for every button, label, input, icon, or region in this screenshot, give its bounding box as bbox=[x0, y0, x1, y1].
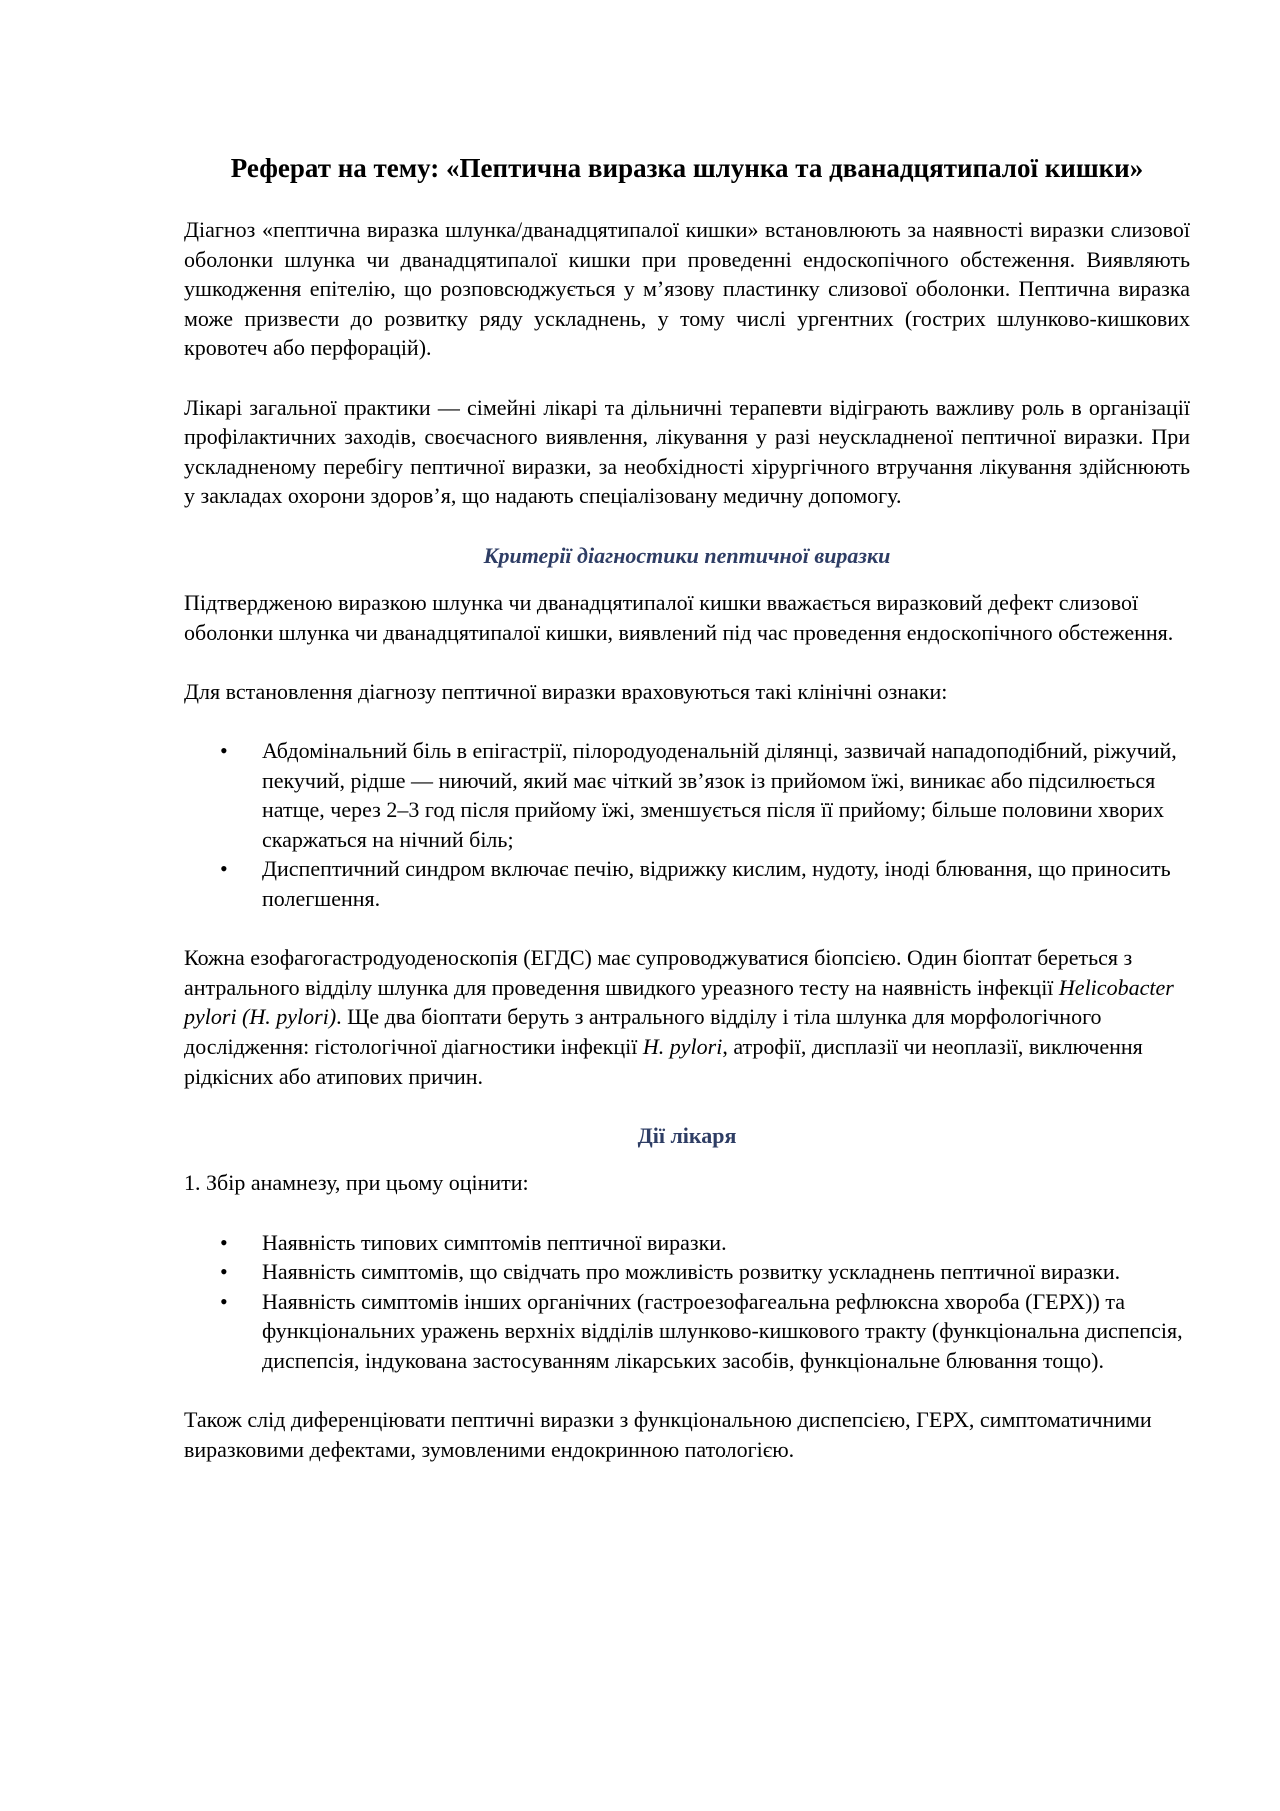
bullet-icon: • bbox=[220, 738, 228, 764]
biopsy-text-part-1: Кожна езофагогастродуоденоскопія (ЕГДС) має супроводжуватися біопсією. Один біоптат береться з антрального відділу шлунка для проведення швидкого уреазного тесту на наявність інфекції bbox=[184, 945, 1133, 1000]
bullet-icon: • bbox=[220, 1288, 228, 1314]
biopsy-italic-pathogen-name: Helicobacter pylori (H. pylori) bbox=[184, 974, 1174, 1030]
paragraph-diagnosis: Діагноз «пептична виразка шлунка/дванадцятипалої кишки» встановлюють за наявності виразки слизової оболонки шлунка чи дванадцятипалої кишки при проведенні ендоскопічного обстеження. Виявляють ушкодження епітелію, що розповсюджується у м’язову пластинку слизової оболонки. Пептична виразка може призвести до розвитку ряду ускладнень, у тому числі ургентних (гострих шлунково-кишкових кровотеч або перфорацій). bbox=[184, 217, 1190, 361]
paragraph-confirmed-ulcer: Підтвердженою виразкою шлунка чи дванадцятипалої кишки вважається виразковий дефект слизової оболонки шлунка чи дванадцятипалої кишки, виявлений під час проведення ендоскопічного обстеження. bbox=[184, 590, 1174, 645]
list-item bbox=[184, 1257, 1190, 1287]
section-heading-actions: Дії лікаря bbox=[637, 1122, 737, 1148]
biopsy-text-part-2: . Ще два біоптати беруть з антрального відділу і тіла шлунка для морфологічного дослідження: гістологічної діагностики інфекції bbox=[184, 1004, 1102, 1060]
document-page bbox=[184, 150, 1190, 1494]
bullet-icon: • bbox=[220, 1229, 228, 1255]
list-item bbox=[184, 854, 1190, 913]
biopsy-text-part-3: , атрофії, дисплазії чи неоплазії, виключення рідкісних або атипових причин. bbox=[184, 1034, 1143, 1089]
paragraph-biopsy bbox=[184, 943, 1190, 1091]
list-item-text: Абдомінальний біль в епігастрії, пілородуоденальній ділянці, зазвичай нападоподібний, ріжучий, пекучий, рідше — ниючий, який має чіткий зв’язок із прийомом їжі, виникає або підсилюється натще, через 2–3 год після прийому їжі, зменшується після її прийому; більше половини хворих скаржаться на нічний біль; bbox=[262, 738, 1177, 852]
bullet-icon: • bbox=[220, 1259, 228, 1285]
document-title: Реферат на тему: «Пептична виразка шлунка та дванадцятипалої кишки» bbox=[230, 153, 1144, 183]
paragraph-clinical-signs-intro: Для встановлення діагнозу пептичної виразки враховуються такі клінічні ознаки: bbox=[184, 678, 948, 704]
list-item bbox=[184, 1287, 1190, 1376]
section-heading-criteria: Критерії діагностики пептичної виразки bbox=[483, 542, 891, 568]
clinical-signs-list bbox=[184, 736, 1190, 914]
biopsy-italic-pathogen-short: H. pylori bbox=[642, 1034, 723, 1060]
list-item bbox=[184, 1228, 1190, 1258]
list-item-text: Наявність симптомів інших органічних (гастроезофагеальна рефлюксна хвороба (ГЕРХ)) та функціональних уражень верхніх відділів шлунково-кишкового тракту (функціональна диспепсія, диспепсія, індукована застосуванням лікарських засобів, функціональне блювання тощо). bbox=[262, 1288, 1183, 1373]
list-item bbox=[184, 736, 1190, 854]
paragraph-general-practitioners: Лікарі загальної практики — сімейні лікарі та дільничні терапевти відіграють важливу роль в організації профілактичних заходів, своєчасного виявлення, лікування у разі неускладненої пептичної виразки. При ускладненому перебігу пептичної виразки, за необхідності хірургічного втручання лікування здійснюють у закладах охорони здоров’я, що надають спеціалізовану медичну допомогу. bbox=[184, 394, 1190, 509]
paragraph-anamnesis-intro: 1. Збір анамнезу, при цьому оцінити: bbox=[184, 1170, 529, 1196]
bullet-icon: • bbox=[220, 856, 228, 882]
list-item-text: Диспептичний синдром включає печію, відрижку кислим, нудоту, іноді блювання, що приносить полегшення. bbox=[262, 856, 1171, 912]
anamnesis-list bbox=[184, 1228, 1190, 1376]
list-item-text: Наявність симптомів, що свідчать про можливість розвитку ускладнень пептичної виразки. bbox=[262, 1259, 1121, 1285]
paragraph-differential-diagnosis: Також слід диференціювати пептичні виразки з функціональною диспепсією, ГЕРХ, симптоматичними виразковими дефектами, зумовленими ендокринною патологією. bbox=[184, 1407, 1152, 1462]
list-item-text: Наявність типових симптомів пептичної виразки. bbox=[262, 1229, 727, 1255]
